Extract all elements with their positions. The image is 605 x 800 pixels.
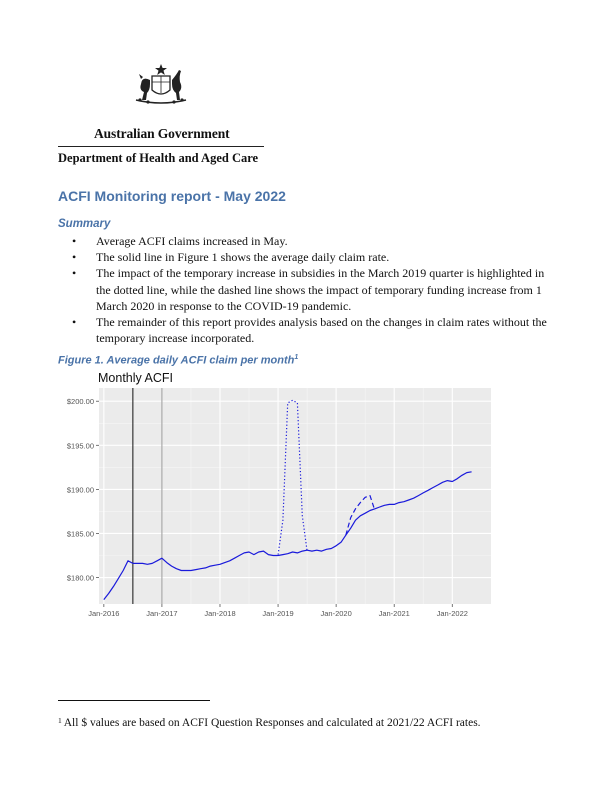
x-tick-label: Jan-2016	[88, 609, 120, 618]
summary-bullet	[58, 314, 558, 346]
y-tick-label: $195.00	[66, 441, 94, 451]
figure-footnote-marker: 1	[294, 354, 299, 361]
bullet-text: The remainder of this report provides analysis based on the changes in claim rates without the temporary increase incorporated.	[96, 315, 547, 346]
government-name: Australian Government	[94, 126, 230, 141]
summary-bullet	[58, 249, 558, 265]
x-tick-label: Jan-2019	[262, 609, 294, 618]
bullet-text: The solid line in Figure 1 shows the average daily claim rate.	[96, 250, 390, 265]
y-tick-label: $200.00	[66, 397, 94, 407]
bullet-dot-icon: •	[72, 315, 77, 330]
commonwealth-coat-of-arms-icon	[126, 62, 196, 104]
bullet-text: Average ACFI claims increased in May.	[96, 234, 288, 248]
monthly-acfi-line-chart	[55, 386, 495, 622]
x-tick-label: Jan-2021	[378, 609, 410, 618]
summary-bullet	[58, 233, 558, 249]
figure-caption	[58, 354, 298, 367]
footnote	[58, 716, 481, 729]
y-tick-label: $185.00	[66, 529, 94, 539]
x-tick-label: Jan-2022	[436, 609, 468, 618]
x-tick-label: Jan-2018	[204, 609, 236, 618]
x-tick-label: Jan-2020	[320, 609, 352, 618]
summary-heading: Summary	[58, 218, 111, 230]
footnote-text: All $ values are based on ACFI Question Responses and calculated at 2021/22 ACFI rates.	[63, 717, 481, 729]
logo-divider	[58, 146, 264, 147]
bullet-dot-icon: •	[72, 234, 77, 248]
summary-bullet-list	[58, 233, 558, 346]
plot-panel	[99, 388, 491, 604]
y-tick-label: $180.00	[66, 573, 94, 583]
footnote-marker: 1	[58, 716, 62, 725]
bullet-dot-icon: •	[72, 266, 77, 281]
report-title: ACFI Monitoring report - May 2022	[58, 188, 286, 204]
y-tick-label: $190.00	[66, 485, 94, 495]
department-name: Department of Health and Aged Care	[58, 151, 259, 165]
bullet-text: The impact of the temporary increase in subsidies in the March 2019 quarter is highlighted in the dotted line, while the dashed line shows the impact of temporary funding increase from 1 March 2020 in response to the COVID-19 pandemic.	[96, 266, 545, 313]
bullet-dot-icon: •	[72, 250, 77, 265]
footnote-divider	[58, 700, 210, 701]
chart-title: Monthly ACFI	[98, 371, 174, 385]
summary-bullet	[58, 265, 558, 314]
x-tick-label: Jan-2017	[146, 609, 178, 618]
figure-caption-text: Figure 1. Average daily ACFI claim per month	[58, 354, 295, 367]
